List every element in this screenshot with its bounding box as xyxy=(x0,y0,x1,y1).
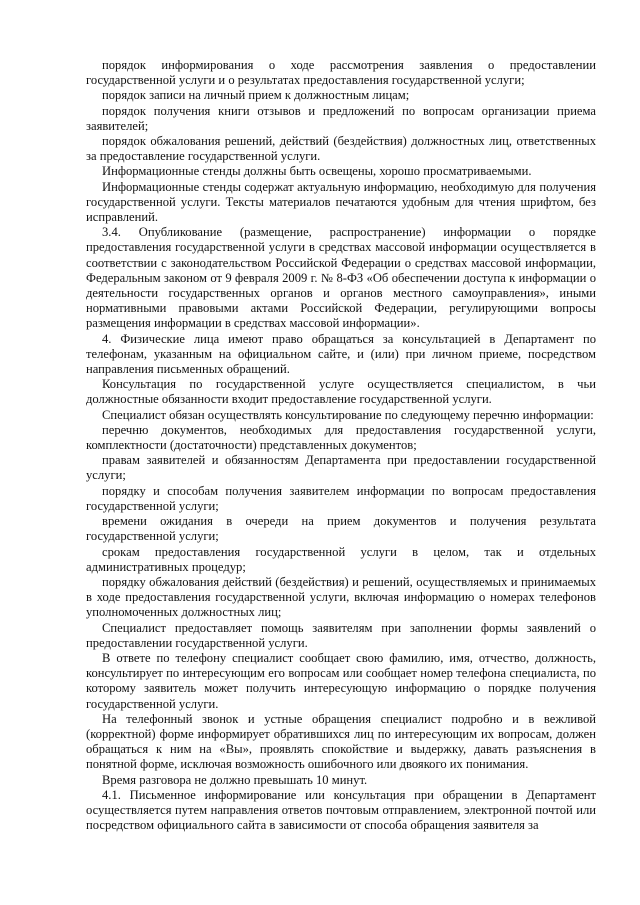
paragraph-call-duration: Время разговора не должно превышать 10 минут. xyxy=(102,772,368,787)
paragraph-info-methods: порядку и способам получения заявителем информации по вопросам предоставления государственной услуги; xyxy=(86,483,596,513)
paragraph-section-4: 4. Физические лица имеют право обращаться за консультацией в Департамент по телефонам, указанным на официальном сайте, и (или) при личном приеме, посредством направления письменных обращений. xyxy=(86,331,596,377)
paragraph-phone-answer: В ответе по телефону специалист сообщает свою фамилию, имя, отчество, должность, консультирует по интересующим его вопросам или сообщает номер телефона специалиста, по которому заявитель может получить интересующую информацию о порядке получения государственной услуги. xyxy=(86,650,596,711)
paragraph-deadlines: срокам предоставления государственной услуги в целом, так и отдельных административных процедур; xyxy=(86,544,596,574)
paragraph-rights: правам заявителей и обязанностям Департамента при предоставлении государственной услуги; xyxy=(86,453,596,483)
paragraph-phone-etiquette: На телефонный звонок и устные обращения специалист подробно и в вежливой (корректной) форме информирует обратившихся лиц по интересующим их вопросам, должен обращаться к ним на «Вы», проявлять спокойствие и выдержку, давать разъяснения в понятной форме, исключая возможность ошибочного или двоякого их понимания. xyxy=(86,711,596,772)
paragraph-stands-content: Информационные стенды содержат актуальную информацию, необходимую для получения государственной услуги. Тексты материалов печатаются удобным для чтения шрифтом, без исправлений. xyxy=(86,179,596,225)
paragraph-specialist-duties: Специалист обязан осуществлять консультирование по следующему перечню информации: xyxy=(102,407,594,422)
paragraph-info-progress: порядок информирования о ходе рассмотрения заявления о предоставлении государственной услуги и о результатах предоставления государственной услуги; xyxy=(86,58,596,88)
paragraph-section-4-1: 4.1. Письменное информирование или консультация при обращении в Департамент осуществляется путем направления ответов почтовым отправлением, электронной почтой или посредством официального сайта в зависимости от способа обращения заявителя за xyxy=(86,787,596,833)
paragraph-feedback-book: порядок получения книги отзывов и предложений по вопросам организации приема заявителей; xyxy=(86,103,596,133)
paragraph-stands-lighting: Информационные стенды должны быть освещены, хорошо просматриваемыми. xyxy=(102,164,532,179)
paragraph-section-3-4: 3.4. Опубликование (размещение, распространение) информации о порядке предоставления государственной услуги в средствах массовой информации осуществляется в соответствии с законодательством Российской Федерации о средствах массовой информации, Федеральным законом от 9 февраля 2009 г. № 8-ФЗ «Об обеспечении доступа к информации о деятельности государственных органов и органов местного самоуправления», иными нормативными правовыми актами Российской Федерации, регулирующими вопросы размещения информации в средствах массовой информации». xyxy=(86,225,596,331)
paragraph-appeal-actions: порядку обжалования действий (бездействия) и решений, осуществляемых и принимаемых в ходе предоставления государственной услуги, включая информацию о номерах телефонов уполномоченных должностных лиц; xyxy=(86,574,596,620)
paragraph-appeal-procedure: порядок обжалования решений, действий (бездействия) должностных лиц, ответственных за предоставление государственной услуги. xyxy=(86,134,596,164)
paragraph-documents-list: перечню документов, необходимых для предоставления государственной услуги, комплектности (достаточности) представленных документов; xyxy=(86,422,596,453)
paragraph-consultation: Консультация по государственной услуге осуществляется специалистом, в чьи должностные обязанности входит предоставление государственной услуги. xyxy=(86,377,596,407)
document-page xyxy=(86,58,596,833)
paragraph-form-help: Специалист предоставляет помощь заявителям при заполнении формы заявлений о предоставлении государственной услуги. xyxy=(86,620,596,650)
paragraph-waiting-time: времени ожидания в очереди на прием документов и получения результата государственной услуги; xyxy=(86,514,596,544)
paragraph-appointment: порядок записи на личный прием к должностным лицам; xyxy=(102,88,410,103)
